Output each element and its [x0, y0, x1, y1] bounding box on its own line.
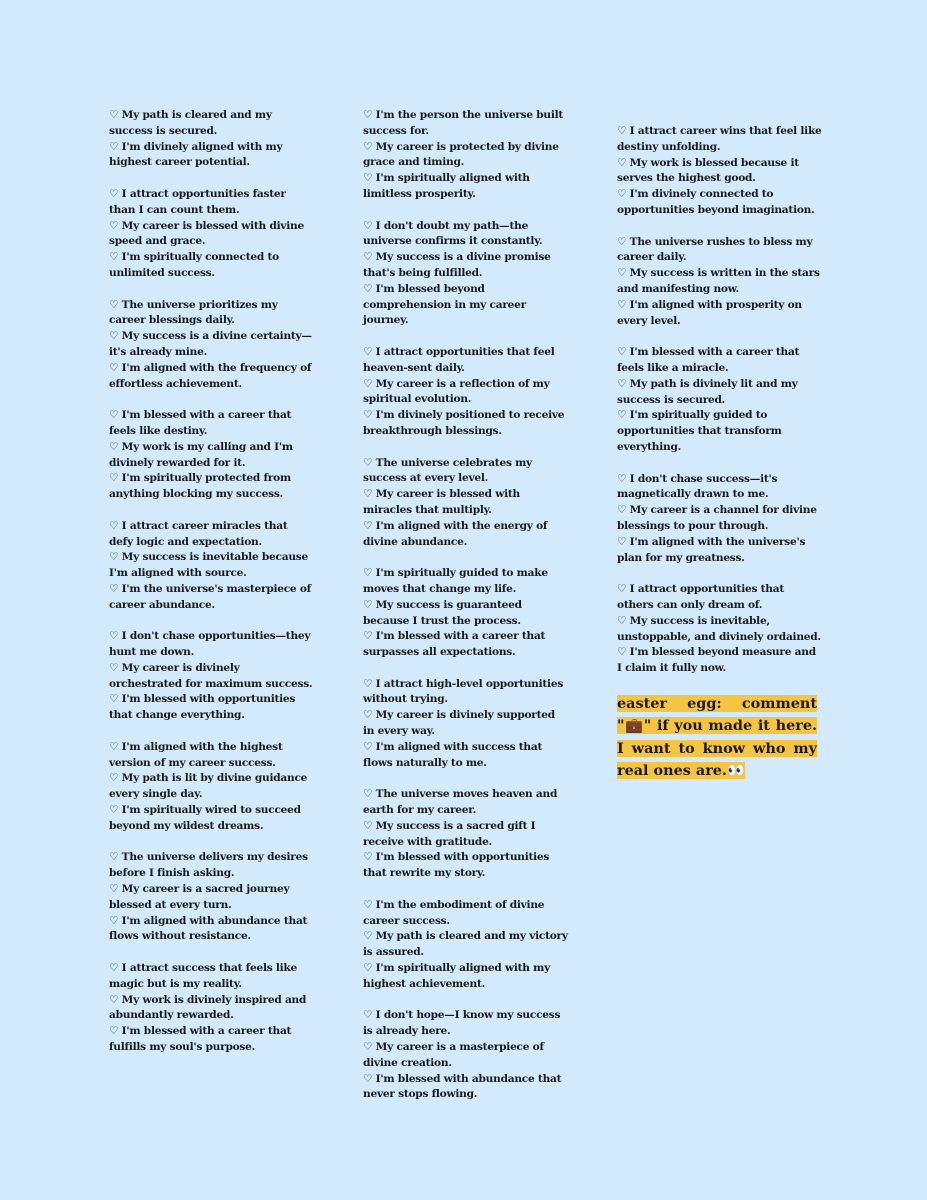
affirmation-line: ♡ My path is divinely lit and my success is secured.: [617, 377, 798, 406]
affirmation-line: ♡ I don't chase opportunities—they hunt me down.: [109, 630, 311, 659]
affirmation-line: ♡ My career is a sacred journey blessed at every turn.: [109, 883, 290, 911]
affirmation-line: ♡ My success is inevitable, unstoppable, and divinely ordained.: [617, 614, 821, 643]
affirmation-line: ♡ My career is divinely supported in every way.: [363, 709, 555, 738]
affirmation-line: ♡ I'm aligned with the energy of divine abundance.: [363, 519, 548, 548]
affirmation-group: [363, 456, 568, 551]
affirmation-line: ♡ I'm aligned with abundance that flows without resistance.: [109, 914, 308, 943]
affirmation-column-3: [617, 124, 822, 783]
affirmation-line: ♡ I'm spiritually guided to opportunities that transform everything.: [617, 409, 782, 453]
affirmation-line: ♡ My career is blessed with divine speed and grace.: [109, 219, 304, 248]
affirmation-line: ♡ I'm blessed with abundance that never stops flowing.: [363, 1072, 562, 1101]
affirmation-line: ♡ I'm spiritually aligned with my highest achievement.: [363, 962, 551, 990]
affirmation-line: ♡ The universe prioritizes my career blessings daily.: [109, 298, 278, 327]
affirmation-line: ♡ I'm blessed with a career that surpasses all expectations.: [363, 630, 546, 659]
affirmation-line: ♡ My success is guaranteed because I trust the process.: [363, 598, 522, 627]
affirmation-line: ♡ I'm divinely aligned with my highest career potential.: [109, 140, 283, 169]
affirmation-group: [617, 472, 822, 567]
affirmation-group: [109, 740, 314, 835]
affirmation-group: [109, 298, 314, 393]
affirmation-line: ♡ I'm aligned with the frequency of effortless achievement.: [109, 361, 312, 390]
affirmation-line: ♡ My career is a reflection of my spiritual evolution.: [363, 377, 550, 406]
affirmation-line: ♡ I'm blessed with a career that feels like destiny.: [109, 409, 292, 437]
affirmation-line: ♡ I attract success that feels like magic but is my reality.: [109, 962, 298, 990]
affirmation-line: ♡ I attract career miracles that defy logic and expectation.: [109, 519, 288, 548]
affirmation-group: [363, 787, 568, 882]
affirmation-line: ♡ I'm divinely positioned to receive breakthrough blessings.: [363, 409, 565, 437]
affirmation-line: ♡ My path is cleared and my success is secured.: [109, 109, 272, 137]
affirmation-line: ♡ I attract opportunities faster than I can count them.: [109, 187, 286, 216]
affirmation-group: [617, 582, 822, 677]
affirmation-line: ♡ I'm spiritually aligned with limitless prosperity.: [363, 172, 530, 200]
affirmation-line: ♡ I attract career wins that feel like destiny unfolding.: [617, 125, 822, 153]
affirmation-line: ♡ My success is written in the stars and manifesting now.: [617, 267, 820, 295]
easter-egg-note: [617, 693, 817, 783]
affirmation-line: ♡ I'm blessed with opportunities that rewrite my story.: [363, 851, 550, 880]
affirmation-group: [363, 219, 568, 330]
affirmation-line: ♡ The universe rushes to bless my career daily.: [617, 235, 813, 264]
affirmation-line: ♡ My success is inevitable because I'm aligned with source.: [109, 551, 308, 580]
affirmation-line: ♡ I'm spiritually wired to succeed beyond my wildest dreams.: [109, 804, 301, 832]
affirmation-line: ♡ My success is a sacred gift I receive with gratitude.: [363, 819, 536, 848]
affirmation-group: [109, 108, 314, 171]
affirmation-group: [363, 566, 568, 661]
affirmation-line: ♡ I don't chase success—it's magnetically drawn to me.: [617, 472, 778, 501]
affirmation-line: ♡ My career is protected by divine grace and timing.: [363, 140, 559, 169]
affirmation-group: [109, 629, 314, 724]
affirmation-group: [363, 345, 568, 440]
affirmation-line: ♡ I attract opportunities that others can only dream of.: [617, 583, 784, 611]
easter-egg-text: easter egg: comment "💼" if you made it here. I want to know who my real ones are.👀: [617, 694, 817, 780]
affirmation-line: ♡ My success is a divine promise that's being fulfilled.: [363, 251, 551, 279]
affirmation-line: ♡ My career is divinely orchestrated for maximum success.: [109, 661, 313, 690]
affirmation-group: [617, 235, 822, 330]
affirmation-group: [363, 898, 568, 993]
affirmation-line: ♡ I'm aligned with the universe's plan for my greatness.: [617, 535, 806, 564]
affirmation-line: ♡ I'm aligned with prosperity on every level.: [617, 298, 802, 327]
affirmation-column-1: [109, 108, 314, 1072]
affirmation-line: ♡ I don't doubt my path—the universe confirms it constantly.: [363, 219, 543, 248]
affirmation-line: ♡ My path is cleared and my victory is assured.: [363, 930, 568, 959]
affirmation-group: [109, 519, 314, 614]
affirmation-line: ♡ I'm aligned with the highest version of my career success.: [109, 740, 283, 769]
affirmation-group: [109, 961, 314, 1056]
affirmation-line: ♡ The universe moves heaven and earth for my career.: [363, 788, 558, 817]
affirmation-line: ♡ I attract high-level opportunities without trying.: [363, 677, 564, 706]
affirmation-line: ♡ I'm the person the universe built success for.: [363, 109, 564, 137]
affirmation-line: ♡ I attract opportunities that feel heaven-sent daily.: [363, 345, 555, 374]
affirmation-line: ♡ My work is divinely inspired and abundantly rewarded.: [109, 993, 307, 1022]
affirmation-line: ♡ My success is a divine certainty—it's already mine.: [109, 330, 312, 358]
affirmation-line: ♡ I don't hope—I know my success is already here.: [363, 1009, 561, 1038]
affirmation-line: ♡ I'm spiritually guided to make moves that change my life.: [363, 567, 548, 595]
affirmation-group: [617, 124, 822, 219]
affirmation-line: ♡ The universe delivers my desires before I finish asking.: [109, 851, 308, 880]
affirmation-line: ♡ I'm the universe's masterpiece of career abundance.: [109, 582, 311, 611]
affirmation-line: ♡ The universe celebrates my success at every level.: [363, 456, 532, 485]
affirmation-line: ♡ I'm spiritually protected from anything blocking my success.: [109, 472, 291, 501]
affirmation-line: ♡ I'm divinely connected to opportunities beyond imagination.: [617, 188, 815, 216]
affirmation-line: ♡ My work is blessed because it serves the highest good.: [617, 156, 799, 185]
affirmation-line: ♡ I'm spiritually connected to unlimited success.: [109, 251, 279, 279]
affirmation-group: [363, 108, 568, 203]
affirmation-column-2: [363, 108, 568, 1119]
affirmation-group: [109, 408, 314, 503]
affirmation-group: [363, 677, 568, 772]
affirmation-line: ♡ I'm blessed with a career that feels like a miracle.: [617, 346, 800, 374]
affirmation-group: [109, 850, 314, 945]
affirmation-line: ♡ I'm blessed with opportunities that change everything.: [109, 693, 296, 722]
affirmation-group: [617, 345, 822, 456]
affirmation-line: ♡ My path is lit by divine guidance every single day.: [109, 772, 308, 801]
affirmation-line: ♡ My work is my calling and I'm divinely rewarded for it.: [109, 440, 293, 469]
affirmation-group: [363, 1008, 568, 1103]
affirmation-group: [109, 187, 314, 282]
affirmation-line: ♡ My career is blessed with miracles that multiply.: [363, 488, 521, 516]
affirmation-line: ♡ My career is a channel for divine blessings to pour through.: [617, 504, 817, 532]
affirmation-line: ♡ I'm blessed with a career that fulfills my soul's purpose.: [109, 1025, 292, 1054]
affirmation-line: ♡ I'm the embodiment of divine career success.: [363, 898, 545, 927]
affirmation-line: ♡ I'm aligned with success that flows naturally to me.: [363, 740, 543, 769]
affirmation-line: ♡ I'm blessed beyond comprehension in my career journey.: [363, 282, 526, 327]
affirmation-line: ♡ My career is a masterpiece of divine creation.: [363, 1041, 544, 1069]
affirmation-line: ♡ I'm blessed beyond measure and I claim it fully now.: [617, 646, 816, 675]
